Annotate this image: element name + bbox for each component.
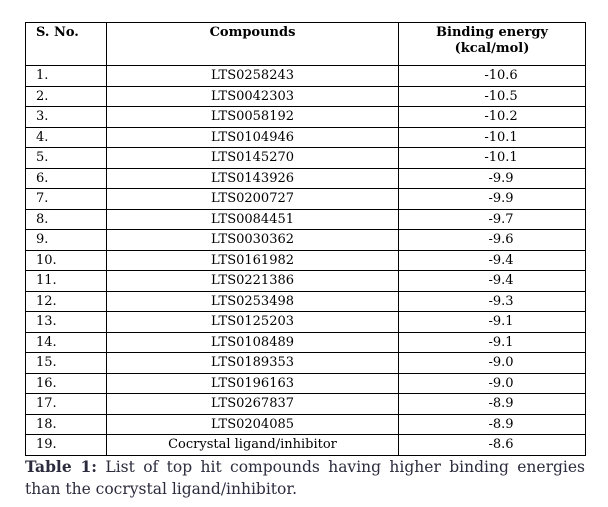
table-body	[26, 66, 586, 456]
table-row	[26, 373, 586, 394]
cell-compound: LTS0200727	[107, 189, 399, 210]
table-row	[26, 189, 586, 210]
cell-serial-number: 5.	[26, 148, 107, 169]
cell-compound: LTS0108489	[107, 332, 399, 353]
table-row	[26, 271, 586, 292]
cell-binding-energy: -10.1	[399, 148, 586, 169]
cell-binding-energy: -9.4	[399, 250, 586, 271]
caption-text: List of top hit compounds having higher binding energies than the cocrystal ligand/inhibitor.	[25, 458, 585, 498]
cell-compound: LTS0125203	[107, 312, 399, 333]
cell-compound: LTS0042303	[107, 86, 399, 107]
cell-compound: LTS0058192	[107, 107, 399, 128]
cell-compound: LTS0267837	[107, 394, 399, 415]
cell-serial-number: 13.	[26, 312, 107, 333]
cell-binding-energy: -8.9	[399, 414, 586, 435]
cell-compound: LTS0145270	[107, 148, 399, 169]
cell-compound: LTS0253498	[107, 291, 399, 312]
cell-compound: LTS0161982	[107, 250, 399, 271]
cell-serial-number: 8.	[26, 209, 107, 230]
table-row	[26, 291, 586, 312]
cell-serial-number: 17.	[26, 394, 107, 415]
cell-binding-energy: -9.3	[399, 291, 586, 312]
table-row	[26, 230, 586, 251]
table-row	[26, 250, 586, 271]
table-header-row	[26, 23, 586, 66]
cell-serial-number: 6.	[26, 168, 107, 189]
cell-compound: LTS0084451	[107, 209, 399, 230]
cell-compound: Cocrystal ligand/inhibitor	[107, 435, 399, 456]
table-row	[26, 353, 586, 374]
cell-serial-number: 11.	[26, 271, 107, 292]
cell-serial-number: 10.	[26, 250, 107, 271]
table-row	[26, 332, 586, 353]
table-row	[26, 86, 586, 107]
cell-binding-energy: -8.9	[399, 394, 586, 415]
table-row	[26, 414, 586, 435]
cell-serial-number: 3.	[26, 107, 107, 128]
table-row	[26, 107, 586, 128]
cell-serial-number: 15.	[26, 353, 107, 374]
table-row	[26, 148, 586, 169]
cell-binding-energy: -9.7	[399, 209, 586, 230]
cell-binding-energy: -9.0	[399, 353, 586, 374]
cell-binding-energy: -9.6	[399, 230, 586, 251]
header-binding-energy	[399, 23, 586, 66]
header-binding-energy-line1: Binding energy	[436, 25, 548, 40]
cell-binding-energy: -10.6	[399, 66, 586, 87]
header-binding-energy-unit: (kcal/mol)	[454, 41, 530, 56]
results-table-container	[25, 22, 585, 456]
table-row	[26, 394, 586, 415]
header-serial-number: S. No.	[26, 23, 107, 66]
table-row	[26, 66, 586, 87]
cell-serial-number: 7.	[26, 189, 107, 210]
cell-compound: LTS0221386	[107, 271, 399, 292]
table-row	[26, 312, 586, 333]
cell-compound: LTS0204085	[107, 414, 399, 435]
cell-binding-energy: -10.2	[399, 107, 586, 128]
cell-compound: LTS0258243	[107, 66, 399, 87]
cell-binding-energy: -9.9	[399, 189, 586, 210]
header-compounds: Compounds	[107, 23, 399, 66]
cell-serial-number: 9.	[26, 230, 107, 251]
cell-compound: LTS0030362	[107, 230, 399, 251]
cell-serial-number: 18.	[26, 414, 107, 435]
table-row	[26, 127, 586, 148]
table-row	[26, 209, 586, 230]
cell-binding-energy: -9.4	[399, 271, 586, 292]
cell-serial-number: 19.	[26, 435, 107, 456]
table-row	[26, 435, 586, 456]
cell-serial-number: 1.	[26, 66, 107, 87]
binding-energy-table	[25, 22, 586, 456]
cell-serial-number: 14.	[26, 332, 107, 353]
cell-binding-energy: -8.6	[399, 435, 586, 456]
cell-binding-energy: -10.1	[399, 127, 586, 148]
table-row	[26, 168, 586, 189]
cell-serial-number: 2.	[26, 86, 107, 107]
cell-compound: LTS0104946	[107, 127, 399, 148]
table-caption	[25, 456, 585, 500]
cell-binding-energy: -10.5	[399, 86, 586, 107]
cell-serial-number: 4.	[26, 127, 107, 148]
cell-serial-number: 12.	[26, 291, 107, 312]
caption-label: Table 1:	[25, 457, 98, 476]
cell-binding-energy: -9.9	[399, 168, 586, 189]
cell-serial-number: 16.	[26, 373, 107, 394]
cell-compound: LTS0196163	[107, 373, 399, 394]
cell-compound: LTS0189353	[107, 353, 399, 374]
cell-compound: LTS0143926	[107, 168, 399, 189]
cell-binding-energy: -9.0	[399, 373, 586, 394]
cell-binding-energy: -9.1	[399, 312, 586, 333]
cell-binding-energy: -9.1	[399, 332, 586, 353]
